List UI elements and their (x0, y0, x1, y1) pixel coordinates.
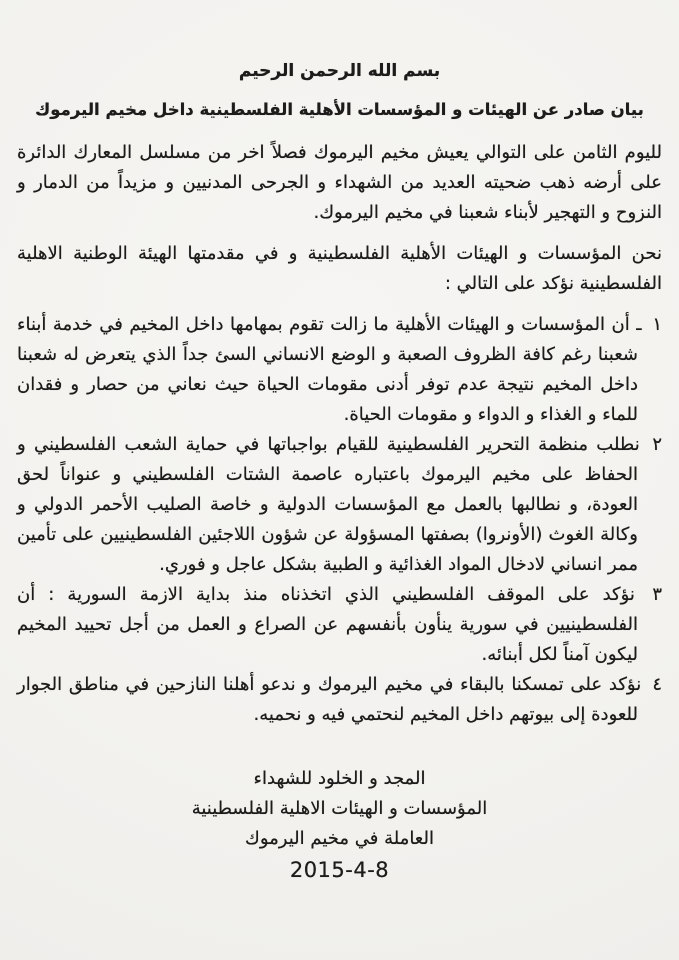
list-item-4-text: نؤكد على تمسكنا بالبقاء في مخيم اليرموك و ندعو أهلنا النازحين في مناطق الجوار للعودة إلى بيوتهم داخل المخيم لنحتمي فيه و نحميه. (17, 674, 642, 725)
list-item-2-number: ٢ (652, 434, 662, 455)
statement-date: 2015-4-8 (289, 858, 390, 882)
statement-title: بيان صادر عن الهيئات و المؤسسات الأهلية الفلسطينية داخل مخيم اليرموك (35, 100, 644, 119)
basmala-heading: بسم الله الرحمن الرحيم (238, 61, 441, 81)
list-item-4-number: ٤ (652, 674, 662, 695)
list-item-2-text: نطلب منظمة التحرير الفلسطينية للقيام بواجباتها في حماية الشعب الفلسطيني و الحفاظ على مخيم اليرموك باعتباره عاصمة الشتات الفلسطيني و عنواناً لحق العودة، و نطالبها بالعمل مع المؤسسات الدولية و خاصة الصليب الأحمر الدولي و وكالة الغوث (الأونروا) بصفتها المسؤولة عن شؤون اللاجئين الفلسطينيين على تأمين ممر انساني لادخال المواد الغذائية و الطبية بشكل عاجل و فوري. (17, 434, 640, 575)
signature-organizations-line: المؤسسات و الهيئات الاهلية الفلسطينية (191, 798, 488, 819)
numbered-statement-list (17, 310, 662, 730)
affirmation-paragraph: نحن المؤسسات و الهيئات الأهلية الفلسطينية و في مقدمتها الهيئة الوطنية الاهلية الفلسطينية نؤكد على التالي : (17, 243, 662, 294)
list-item-1-text: ـ أن المؤسسات و الهيئات الأهلية ما زالت تقوم بمهامها داخل المخيم في خدمة أبناء شعبنا رغم كافة الظروف الصعبة و الوضع الانساني السئ جداً الذي يتعرض له شعبنا داخل المخيم نتيجة عدم توفر أدنى مقومات الحياة حيث نعاني من حصار و فقدان للماء و الغذاء و الدواء و مقومات الحياة. (17, 314, 642, 425)
signature-location-line: العاملة في مخيم اليرموك (245, 828, 434, 849)
list-item-1 (17, 310, 662, 430)
signature-glory-line: المجد و الخلود للشهداء (253, 768, 426, 789)
list-item-3-number: ٣ (652, 584, 662, 605)
list-item-3 (17, 580, 662, 670)
list-item-2 (17, 430, 662, 580)
list-item-4 (17, 670, 662, 730)
intro-paragraph: لليوم الثامن على التوالي يعيش مخيم اليرموك فصلاً اخر من مسلسل المعارك الدائرة على أرضه ذهب ضحيته العديد من الشهداء و الجرحى المدنيين و مزيداً من الدمار و النزوح و التهجير لأبناء شعبنا في مخيم اليرموك. (17, 142, 662, 223)
list-item-3-text: نؤكد على الموقف الفلسطيني الذي اتخذناه منذ بداية الازمة السورية : أن الفلسطينيين في سورية ينأون بأنفسهم عن الصراع و العمل من أجل تحييد المخيم ليكون آمناً لكل أبنائه. (17, 584, 638, 665)
list-item-1-number: ١ (652, 314, 662, 335)
signature-block (17, 764, 662, 885)
